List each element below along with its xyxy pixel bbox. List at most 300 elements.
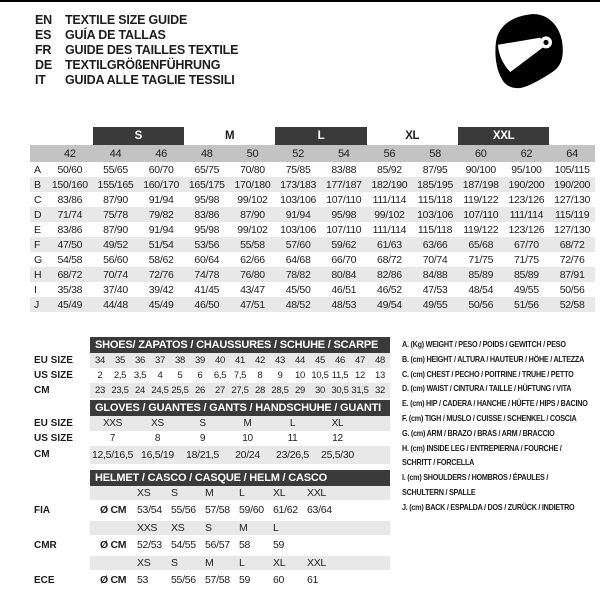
helmet-size-cell: XXL (304, 556, 338, 570)
measure-cell: 55/58 (230, 237, 276, 252)
size-column-54: 54 (321, 145, 367, 162)
helmet-size-cell: XXL (304, 486, 338, 500)
measure-cell: 56/60 (103, 253, 128, 266)
measure-cell: 99/102 (237, 193, 268, 206)
helmet-size-cell: M (202, 556, 236, 570)
measure-cell: 115/118 (417, 193, 453, 206)
measure-cell: 155/165 (93, 177, 139, 192)
size-group-l: L (275, 127, 366, 145)
measure-cell: 95/100 (511, 163, 542, 176)
measure-cell: 71/74 (47, 207, 93, 222)
measure-cell: 49/54 (367, 297, 413, 312)
measure-cell: 49/52 (93, 237, 139, 252)
measure-cell: 87/90 (103, 223, 128, 236)
legend-line: SCHULTERN / SPALLE (402, 486, 476, 497)
size-group-spacer (549, 127, 595, 145)
size-column-56: 56 (367, 145, 413, 162)
table-cell: 34 (90, 353, 110, 368)
shoes-table-title: SHOES/ ZAPATOS / CHAUSSURES / SCHUHE / SCARPE (90, 337, 390, 353)
helmet-size-cell (304, 521, 338, 535)
helmet-size-cell: S (202, 521, 236, 535)
measure-cell: 52/58 (549, 297, 595, 312)
measure-cell: 103/106 (412, 207, 458, 222)
measure-cell: 95/98 (194, 193, 220, 206)
measure-cell: 53/56 (184, 237, 230, 252)
table-cell: 40 (210, 353, 230, 368)
table-cell: 12,5/16,5 (90, 446, 135, 464)
table-cell: 8 (257, 370, 263, 381)
measure-cell: 71/75 (468, 253, 494, 266)
measure-cell: 99/102 (237, 223, 268, 236)
legend-item-i (402, 470, 600, 500)
measure-row-c (30, 192, 595, 207)
helmet-value-cell: 55/56 (171, 574, 196, 586)
helmet-value-cell: 56/57 (205, 539, 230, 551)
measure-cell: 44/48 (93, 297, 139, 312)
size-column-44: 44 (93, 145, 139, 162)
measure-cell: 58/62 (148, 253, 174, 266)
size-column-46: 46 (138, 145, 184, 162)
measure-cell: 48/54 (468, 283, 494, 296)
measure-cell: 119/122 (463, 193, 499, 206)
row-filler (360, 431, 390, 446)
helmet-size-table (30, 470, 390, 591)
measure-cell: 45/49 (47, 297, 93, 312)
measure-cell: 49/55 (412, 297, 458, 312)
unit-label: Ø CM (100, 539, 127, 551)
measure-cell: 37/40 (103, 283, 128, 296)
measurement-legend (402, 337, 600, 515)
measure-cell: 70/74 (93, 267, 139, 282)
measure-cell: 65/68 (458, 237, 504, 252)
table-cell: 45 (310, 353, 330, 368)
legend-line: H. (cm) INSIDE LEG / ENTREPIERNA / FOURCHE / (402, 442, 562, 453)
helmet-values-row-ece (30, 570, 390, 591)
measure-cell: 83/86 (57, 193, 83, 206)
table-cell: 43 (270, 353, 290, 368)
measure-cell: 84/88 (412, 267, 458, 282)
measure-cell: 75/85 (285, 163, 311, 176)
measure-cell: 103/106 (280, 193, 317, 206)
measure-cell: 71/75 (514, 253, 539, 266)
measure-cell: 87/90 (103, 193, 128, 206)
measure-row-label: I (34, 283, 37, 296)
guide-title-es: GUÍA DE TALLAS (65, 28, 166, 42)
measure-row-label: F (30, 237, 47, 252)
measure-cell: 64/68 (285, 253, 311, 266)
table-cell: 10 (242, 433, 253, 444)
measure-cell: 107/110 (458, 207, 504, 222)
unit-label: Ø CM (100, 574, 127, 586)
helmet-value-cell: 57/58 (205, 574, 230, 586)
measure-cell: 50/60 (57, 163, 83, 176)
measure-cell: 68/72 (377, 253, 402, 266)
helmet-sizes-row-fia (30, 486, 390, 500)
table-cell: 44 (290, 353, 310, 368)
measure-row-label: C (34, 193, 42, 206)
measure-cell: 47/53 (422, 283, 448, 296)
helmet-sizes-row-cmr (30, 521, 390, 535)
table-cell: XL (315, 416, 360, 431)
size-group-spacer (30, 127, 93, 145)
legend-item-c (402, 367, 600, 382)
helmet-value-cell: 52/53 (137, 539, 162, 551)
row-label: CM (30, 383, 90, 398)
measure-cell: 80/84 (321, 267, 367, 282)
measure-cell: 45/50 (285, 283, 311, 296)
measure-cell: 74/78 (184, 267, 230, 282)
measure-cell: 60/70 (148, 163, 174, 176)
measure-cell: 160/170 (138, 177, 184, 192)
top-border-line (0, 0, 600, 2)
shoes-size-table (30, 337, 390, 398)
measure-cell: 90/100 (465, 163, 496, 176)
helmet-values-row-cmr (30, 535, 390, 556)
gloves-eu-size-row (30, 416, 390, 431)
table-cell: 16,5/19 (135, 446, 180, 464)
helmet-value-cell: 59/60 (239, 504, 264, 516)
helmet-value-cell: 60 (273, 574, 285, 586)
size-group-xl: XL (367, 127, 458, 145)
legend-item-j (402, 500, 600, 515)
measure-cell: 68/72 (549, 237, 595, 252)
measure-cell: 61/63 (367, 237, 413, 252)
measure-cell: 39/42 (148, 283, 174, 296)
row-label: EU SIZE (30, 416, 90, 431)
measure-cell: 103/106 (280, 223, 317, 236)
legend-line: I. (cm) SHOULDERS / HOMBROS / ÉPAULES / (402, 472, 549, 483)
measure-cell: 111/114 (372, 193, 407, 206)
measure-cell: 43/47 (240, 283, 265, 296)
measure-cell: 57/60 (275, 237, 321, 252)
measure-cell: 78/82 (275, 267, 321, 282)
language-title-block (35, 13, 238, 88)
measure-cell: 187/198 (458, 177, 504, 192)
measure-cell: 55/65 (103, 163, 128, 176)
table-cell: 7,5 (233, 370, 247, 381)
measure-cell: 46/50 (184, 297, 230, 312)
table-cell: S (180, 416, 225, 431)
helmet-size-cell: M (236, 521, 270, 535)
table-cell: 29 (290, 383, 310, 398)
helmet-size-cell: XXS (134, 521, 168, 535)
measure-row-label: A (34, 163, 41, 176)
measure-cell: 177/187 (321, 177, 367, 192)
measure-cell: 182/190 (367, 177, 413, 192)
legend-item-h (402, 441, 600, 471)
measure-cell: 85/89 (458, 267, 504, 282)
table-cell: 48 (370, 353, 390, 368)
measure-cell: 119/122 (463, 223, 499, 236)
legend-line: F. (cm) TIGH / MUSLO / CUISSE / SCHENKEL / COSCIA (402, 412, 577, 423)
table-cell: 12 (355, 370, 365, 381)
helmet-size-cell: XS (134, 486, 168, 500)
measure-cell: 85/89 (504, 267, 550, 282)
helmet-size-cell: L (236, 486, 270, 500)
table-cell: 6 (197, 370, 203, 381)
measure-row-b (30, 177, 595, 192)
legend-item-f (402, 411, 600, 426)
standard-label: ECE (30, 570, 90, 591)
gloves-cm-row (30, 446, 390, 464)
measure-cell: 91/94 (148, 193, 174, 206)
measure-cell: 79/82 (138, 207, 184, 222)
measure-cell: 67/70 (504, 237, 550, 252)
size-column-64: 64 (549, 145, 595, 162)
measure-cell: 59/62 (321, 237, 367, 252)
helmet-value-cell: 59 (273, 539, 285, 551)
measure-cell: 46/51 (331, 283, 357, 296)
measure-cell: 46/52 (377, 283, 402, 296)
table-cell: 27,5 (231, 385, 249, 396)
gloves-us-size-row (30, 431, 390, 446)
measure-cell: 50/56 (559, 283, 585, 296)
helmet-size-cell: L (236, 556, 270, 570)
table-cell: 31,5 (351, 385, 369, 396)
row-label: US SIZE (30, 368, 90, 383)
measure-cell: 54/58 (57, 253, 83, 266)
table-cell: 46 (330, 353, 350, 368)
measure-row-label: D (30, 207, 47, 222)
table-cell: 2,5 (113, 370, 127, 381)
row-label: EU SIZE (30, 353, 90, 368)
helmet-values-row-fia (30, 500, 390, 521)
measure-cell: 105/115 (554, 163, 590, 176)
language-code: DE (35, 58, 52, 72)
legend-line: B. (cm) HEIGHT / ALTURA / HAUTEUR / HÖHE / ALTEZZA (402, 353, 585, 364)
measure-cell: 87/95 (422, 163, 448, 176)
size-column-50: 50 (230, 145, 276, 162)
measure-cell: 72/76 (559, 253, 585, 266)
helmet-size-cell: XL (270, 486, 304, 500)
row-label (30, 486, 90, 500)
table-cell: 30,5 (331, 385, 349, 396)
measure-cell: 49/55 (514, 283, 539, 296)
measure-cell: 83/86 (57, 223, 83, 236)
guide-title-en: TEXTILE SIZE GUIDE (65, 13, 188, 27)
helmet-size-cell: S (168, 556, 202, 570)
measure-cell: 48/53 (321, 297, 367, 312)
helmet-value-cell: 59 (239, 574, 251, 586)
row-filler (338, 556, 390, 570)
measure-cell: 115/119 (549, 207, 595, 222)
table-cell: XS (135, 416, 180, 431)
measure-row-label: H (30, 267, 47, 282)
size-column-42: 42 (47, 145, 93, 162)
measure-cell: 91/94 (275, 207, 321, 222)
measure-row-label: J (30, 297, 47, 312)
measure-cell: 127/130 (554, 193, 591, 206)
measure-row-d (30, 207, 595, 222)
table-cell: 9 (199, 433, 206, 444)
guide-title-it: GUIDA ALLE TAGLIE TESSILI (65, 73, 235, 87)
measure-cell: 35/38 (57, 283, 83, 296)
table-cell: 27 (210, 383, 230, 398)
measure-cell: 47/50 (47, 237, 93, 252)
shoes-cm-row (30, 383, 390, 398)
measure-cell: 95/98 (194, 223, 220, 236)
size-column-60: 60 (458, 145, 504, 162)
row-label (30, 556, 90, 570)
legend-line: C. (cm) CHEST / PECHO / POITRINE / TRUHE / PETTO (402, 368, 574, 379)
row-filler (360, 446, 390, 464)
table-cell: 37 (150, 353, 170, 368)
table-cell: 28 (250, 383, 270, 398)
row-label (30, 521, 90, 535)
table-cell: 23,5 (111, 385, 129, 396)
measure-cell: 95/98 (321, 207, 367, 222)
unit-spacer (90, 556, 134, 570)
helmet-size-cell: XS (134, 556, 168, 570)
row-filler (360, 416, 390, 431)
language-row-fr (35, 43, 238, 58)
table-cell: 41 (230, 353, 250, 368)
table-cell: 26 (190, 383, 210, 398)
size-column-58: 58 (412, 145, 458, 162)
helmet-size-cell: XS (168, 521, 202, 535)
table-cell: 10,5 (311, 370, 329, 381)
helmet-size-cell: M (202, 486, 236, 500)
legend-line: G. (cm) ARM / BRAZO / BRAS / ARM / BRACCIO (402, 427, 555, 438)
measure-cell: 170/180 (230, 177, 276, 192)
measure-cell: 107/110 (326, 223, 362, 236)
table-cell: 2 (97, 370, 103, 381)
gloves-table-title: GLOVES / GUANTES / GANTS / HANDSCHUHE / GUANTI (90, 400, 390, 416)
size-column-62: 62 (504, 145, 550, 162)
measure-cell: 99/102 (367, 207, 413, 222)
standard-label: FIA (30, 500, 90, 521)
language-row-de (35, 58, 238, 73)
table-cell: 7 (109, 433, 116, 444)
helmet-value-cell: 53/54 (137, 504, 162, 516)
measure-cell: 87/91 (549, 267, 595, 282)
table-cell: XXS (90, 416, 135, 431)
shoes-us-size-row (30, 368, 390, 383)
table-cell: L (270, 416, 315, 431)
measure-cell: 70/74 (422, 253, 448, 266)
table-cell: 24,5 (151, 385, 169, 396)
helmet-value-cell: 61 (307, 574, 319, 586)
helmet-size-cell: XL (270, 556, 304, 570)
measure-cell: 48/52 (275, 297, 321, 312)
row-filler (338, 486, 390, 500)
table-cell: 10 (295, 370, 305, 381)
row-filler (338, 521, 390, 535)
measure-cell: 66/70 (331, 253, 357, 266)
table-cell: 18/21,5 (180, 446, 225, 464)
legend-line: J. (cm) BACK / ESPALDA / DOS / ZURÜCK / INDIETRO (402, 501, 575, 512)
legend-line: D. (cm) WAIST / CINTURA / TAILLE / HÜFTUNG / VITA (402, 383, 572, 394)
helmet-value-cell: 55/56 (171, 504, 196, 516)
measure-row-j (30, 297, 595, 312)
size-group-s: S (93, 127, 184, 145)
racing-helmet-svg (490, 8, 570, 104)
language-row-it (35, 73, 238, 88)
row-filler (338, 500, 390, 521)
measure-cell: 127/130 (554, 223, 591, 236)
row-label: US SIZE (30, 431, 90, 446)
table-cell: 39 (190, 353, 210, 368)
table-cell: 13 (375, 370, 385, 381)
measure-cell: 47/51 (230, 297, 276, 312)
measure-cell: 190/200 (504, 177, 550, 192)
measure-row-i (30, 282, 595, 297)
guide-title-de: TEXTILGRÖßENFÜHRUNG (65, 58, 221, 72)
textile-measurements-table (30, 127, 595, 312)
measure-cell: 72/76 (138, 267, 184, 282)
measure-cell: 115/118 (417, 223, 453, 236)
helmet-size-cell: S (168, 486, 202, 500)
language-row-es (35, 28, 238, 43)
measure-cell: 50/56 (458, 297, 504, 312)
size-row-label-spacer (30, 145, 47, 162)
measure-row-label: E (34, 223, 41, 236)
size-group-row (30, 127, 595, 145)
table-cell: 25,5/30 (315, 446, 360, 464)
language-code: ES (35, 28, 52, 42)
table-cell: 42 (250, 353, 270, 368)
legend-item-g (402, 426, 600, 441)
helmet-value-cell: 54/55 (171, 539, 196, 551)
language-code: FR (35, 43, 52, 57)
measure-cell: 60/64 (194, 253, 220, 266)
measure-cell: 173/183 (275, 177, 321, 192)
measure-cell: 83/88 (331, 163, 357, 176)
measure-row-label: G (34, 253, 42, 266)
table-cell: 28,5 (271, 385, 289, 396)
table-cell: 8 (154, 433, 161, 444)
measure-cell: 91/94 (148, 223, 174, 236)
table-cell: 38 (170, 353, 190, 368)
helmet-value-cell: 58 (239, 539, 251, 551)
row-filler (338, 535, 390, 556)
table-cell: 11,5 (331, 370, 349, 381)
measure-cell: 45/49 (138, 297, 184, 312)
helmet-value-cell: 61/62 (273, 504, 298, 516)
size-column-52: 52 (275, 145, 321, 162)
table-cell: M (225, 416, 270, 431)
table-cell: 20/24 (225, 446, 270, 464)
measure-cell: 87/90 (230, 207, 276, 222)
table-cell: 12 (332, 433, 343, 444)
size-group-xxl: XXL (458, 127, 549, 145)
legend-item-e (402, 396, 600, 411)
measure-cell: 51/54 (138, 237, 184, 252)
measure-cell: 65/75 (194, 163, 220, 176)
measure-cell: 51/56 (504, 297, 550, 312)
legend-item-d (402, 381, 600, 396)
table-cell: 36 (130, 353, 150, 368)
table-cell: 9 (277, 370, 283, 381)
measure-cell: 165/175 (184, 177, 230, 192)
measure-row-label: B (30, 177, 47, 192)
helmet-value-cell: 57/58 (205, 504, 230, 516)
unit-spacer (90, 486, 134, 500)
table-cell: 32 (370, 383, 390, 398)
helmet-value-cell: 63/64 (307, 504, 332, 516)
measure-cell: 111/114 (504, 207, 550, 222)
measure-row-a (30, 162, 595, 177)
guide-title-fr: GUIDE DES TAILLES TEXTILE (65, 43, 239, 57)
table-cell: 25,5 (171, 385, 189, 396)
measure-cell: 63/66 (412, 237, 458, 252)
legend-line: A. (Kg) WEIGHT / PESO / POIDS / GEWITCH / PESO (402, 339, 566, 349)
legend-line: SCHRITT / FORCELLA (402, 457, 475, 468)
row-label: CM (30, 446, 90, 464)
helmet-sizes-row-ece (30, 556, 390, 570)
gloves-size-table (30, 400, 390, 464)
measure-cell: 62/66 (240, 253, 265, 266)
